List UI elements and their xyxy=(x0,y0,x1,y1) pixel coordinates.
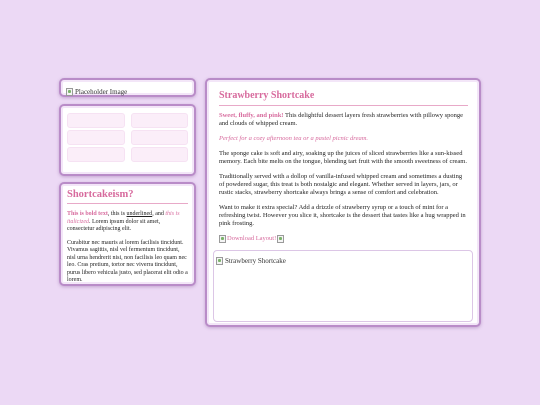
placeholder-image-card xyxy=(59,78,196,97)
italic-text: this is italicized xyxy=(67,211,180,225)
nav-button-home[interactable]: Home xyxy=(67,113,125,128)
intro-paragraph xyxy=(219,112,468,128)
underlined-text: underlined xyxy=(126,211,153,217)
tagline: Perfect for a cozy afternoon tea or a pastel picnic dream. xyxy=(219,135,369,142)
shortcake-image xyxy=(216,257,286,266)
broken-image-icon xyxy=(66,88,73,96)
sidebar-paragraph-1 xyxy=(67,211,188,234)
bold-text: This is bold text xyxy=(67,211,108,217)
download-layout-link[interactable] xyxy=(219,235,276,243)
paragraph-3: Want to make it extra special? Add a drizzle of strawberry syrup or a touch of mint for a refreshing twist. However you slice it, shortcake is the dessert that tastes like a hug wrapped in pink frosting. xyxy=(219,204,466,227)
shortcake-image-box xyxy=(213,250,473,322)
placeholder-image-alt: Placeholder Image xyxy=(75,87,128,96)
sidebar-paragraph-2: Curabitur nec mauris at lorem facilisis tincidunt. Vivamus sagittis, nisl vel fermentum tincidunt, nisl urna hendrerit nisi, non facilisis leo quam nec leo. Cras pretium, tortor nec viverra tincidunt, purus libero vehicula justo, sed placerat elit odio a lorem. xyxy=(67,239,188,283)
broken-image-icon xyxy=(219,235,226,243)
broken-image-icon xyxy=(216,257,223,265)
paragraph-2: Traditionally served with a dollop of vanilla-infused whipped cream and sometimes a dusting of powdered sugar, this treat is both nostalgic and elegant. Whether served in layers, jars, or rustic stacks, strawberry shortcake always brings a sense of comfort and celebration. xyxy=(219,173,463,196)
sidebar-text-card xyxy=(59,182,196,286)
paragraph-1: The sponge cake is soft and airy, soaking up the juices of sliced strawberries like a sun-kissed memory. Each bite melts on the tongue, blending tart fruit with the smooth sweetness of cream. xyxy=(219,150,467,165)
nav-button-recipes[interactable]: Recipes xyxy=(67,130,125,145)
nav-button-blog[interactable]: Blog xyxy=(67,147,125,162)
placeholder-image xyxy=(66,88,127,97)
sidebar-text-segment: , and xyxy=(152,211,166,217)
nav-button-gallery[interactable]: Gallery xyxy=(131,130,189,145)
shortcake-image-alt: Strawberry Shortcake xyxy=(225,256,286,265)
sidebar-text-segment: . Lorem ipsum dolor sit amet, consectetur adipiscing elit. xyxy=(67,218,161,232)
sidebar-text-segment: , this is xyxy=(107,211,127,217)
broken-image-icon xyxy=(277,235,284,243)
nav-button-grid xyxy=(59,104,196,176)
main-content-card xyxy=(205,78,481,327)
download-row xyxy=(219,235,468,243)
nav-button-about[interactable]: About xyxy=(131,113,189,128)
intro-bold: Sweet, fluffy, and pink! xyxy=(219,112,284,119)
nav-button-contact[interactable]: Contact xyxy=(131,147,189,162)
download-layout-label: Download Layout! xyxy=(227,235,277,242)
intro-rest: This delightful dessert layers fresh strawberries with pillowy sponge and clouds of whipped cream. xyxy=(219,112,463,127)
sidebar-title: Shortcakeism? xyxy=(67,189,188,204)
page-title: Strawberry Shortcake xyxy=(219,90,468,106)
